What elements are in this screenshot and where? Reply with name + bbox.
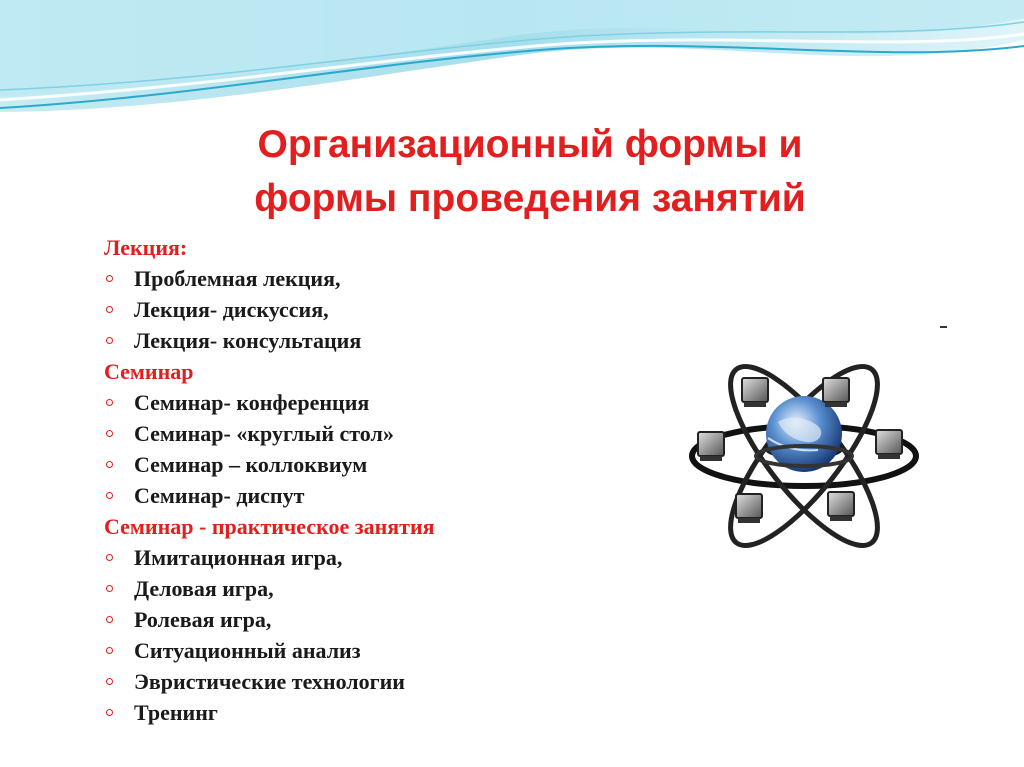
list-item-text: Ролевая игра, [134,607,272,632]
list-item-text: Семинар – коллоквиум [134,452,368,477]
list-item-text: Имитационная игра, [134,545,343,570]
circle-bullet-icon [106,430,113,437]
seminar-items [104,387,624,511]
list-item-text: Лекция- дискуссия, [134,297,329,322]
section-heading-seminar: Семинар [104,359,194,384]
circle-bullet-icon [106,492,113,499]
list-item [104,387,624,418]
list-item-text: Проблемная лекция, [134,266,341,291]
list-item-text: Тренинг [134,700,218,725]
network-globe-icon [658,326,950,586]
page-title [150,118,910,226]
lecture-items [104,263,624,356]
circle-bullet-icon [106,585,113,592]
list-item [104,635,624,666]
list-item [104,573,624,604]
list-item-text: Семинар- конференция [134,390,370,415]
circle-bullet-icon [106,678,113,685]
circle-bullet-icon [106,554,113,561]
list-item [104,294,624,325]
list-item-text: Семинар- «круглый стол» [134,421,394,446]
circle-bullet-icon [106,306,113,313]
title-line-1: Организационный формы и [257,123,803,166]
list-item [104,697,624,728]
circle-bullet-icon [106,461,113,468]
list-item-text: Лекция- консультация [134,328,362,353]
list-item [104,449,624,480]
circle-bullet-icon [106,275,113,282]
forms-list [104,232,624,728]
list-item [104,325,624,356]
header-waves [0,0,1024,120]
list-item [104,480,624,511]
section-heading-practical: Семинар - практическое занятия [104,514,435,539]
list-item-text: Семинар- диспут [134,483,305,508]
practical-items [104,542,624,728]
list-item [104,666,624,697]
list-item [104,604,624,635]
list-item-text: Ситуационный анализ [134,638,361,663]
section-heading-lecture: Лекция: [104,235,188,260]
list-item-text: Эвристические технологии [134,669,405,694]
circle-bullet-icon [106,616,113,623]
circle-bullet-icon [106,337,113,344]
circle-bullet-icon [106,399,113,406]
circle-bullet-icon [106,709,113,716]
list-item [104,263,624,294]
title-line-2: формы проведения занятий [254,177,806,220]
list-item [104,418,624,449]
list-item [104,542,624,573]
circle-bullet-icon [106,647,113,654]
list-item-text: Деловая игра, [134,576,274,601]
